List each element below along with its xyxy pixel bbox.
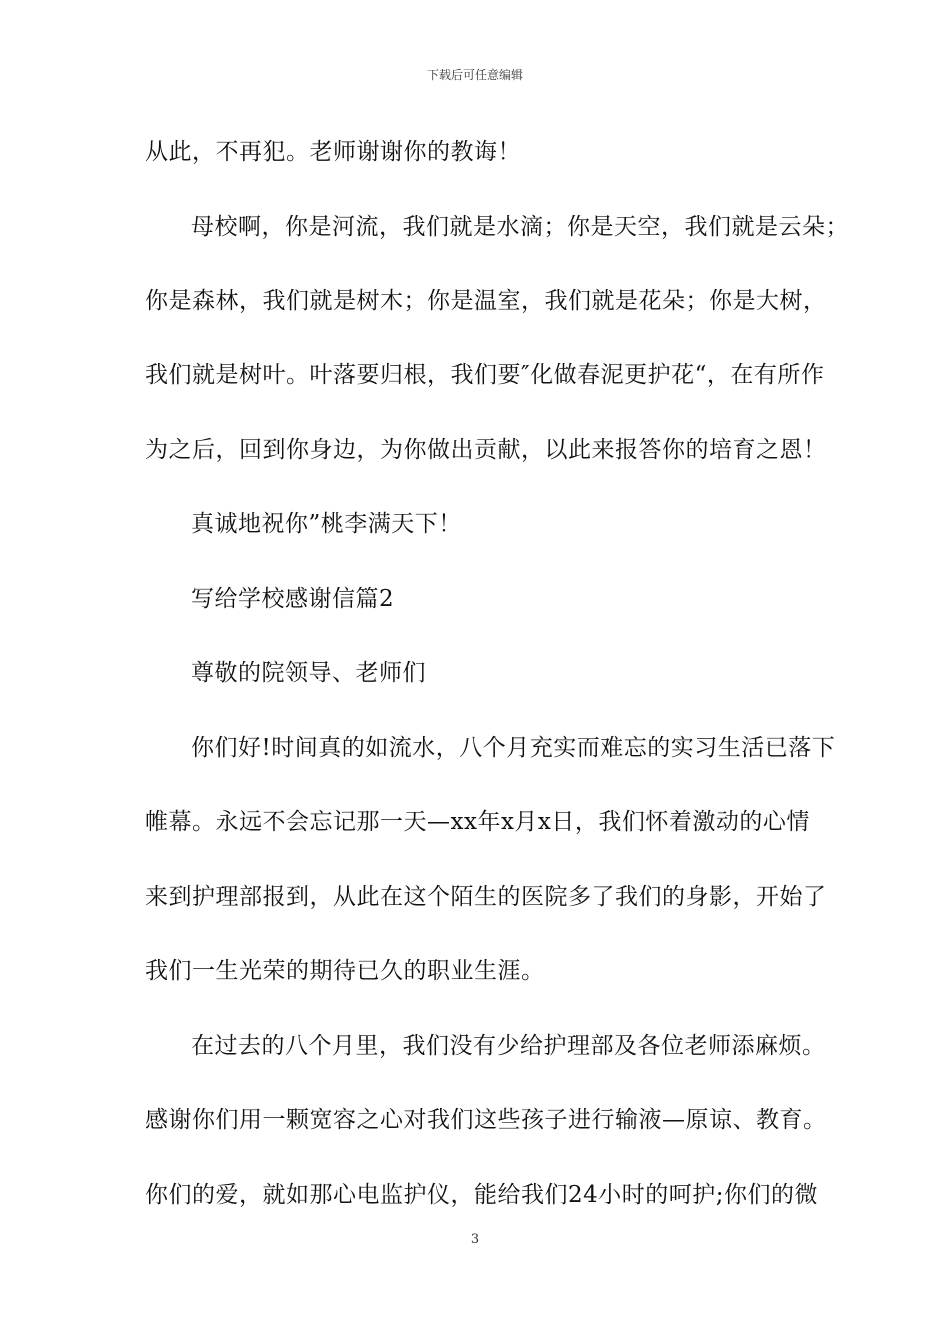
paragraph-line: 帷幕。永远不会忘记那一天—xx年x月x日，我们怀着激动的心情 [145,809,810,835]
paragraph-line: 从此，不再犯。老师谢谢你的教诲！ [145,139,521,165]
paragraph-line: 你是森林，我们就是树木；你是温室，我们就是花朵；你是大树， [145,288,827,314]
page-header: 下载后可任意编辑 [426,68,523,82]
paragraph-line: 为之后，回到你身边，为你做出贡献，以此来报答你的培育之恩！ [145,437,827,463]
paragraph-line: 母校啊，你是河流，我们就是水滴；你是天空，我们就是云朵； [191,214,849,240]
paragraph-line: 在过去的八个月里，我们没有少给护理部及各位老师添麻烦。 [191,1033,826,1059]
paragraph-line: 感谢你们用一颗宽容之心对我们这些孩子进行输液—原谅、教育。 [145,1107,827,1133]
section-heading: 写给学校感谢信篇2 [191,586,395,612]
page-number: 3 [470,1232,480,1247]
paragraph-line: 你们的爱，就如那心电监护仪，能给我们24小时的呵护;你们的微 [145,1182,819,1208]
paragraph-line: 你们好!时间真的如流水，八个月充实而难忘的实习生活已落下 [191,735,836,761]
paragraph-line: 我们就是树叶。叶落要归根，我们要″化做春泥更护花“，在有所作 [145,362,825,388]
salutation: 尊敬的院领导、老师们 [191,660,426,686]
paragraph-line: 我们一生光荣的期待已久的职业生涯。 [145,958,545,984]
paragraph-line: 来到护理部报到，从此在这个陌生的医院多了我们的身影，开始了 [145,884,827,910]
paragraph-line: 真诚地祝你”桃李满天下！ [191,511,462,537]
